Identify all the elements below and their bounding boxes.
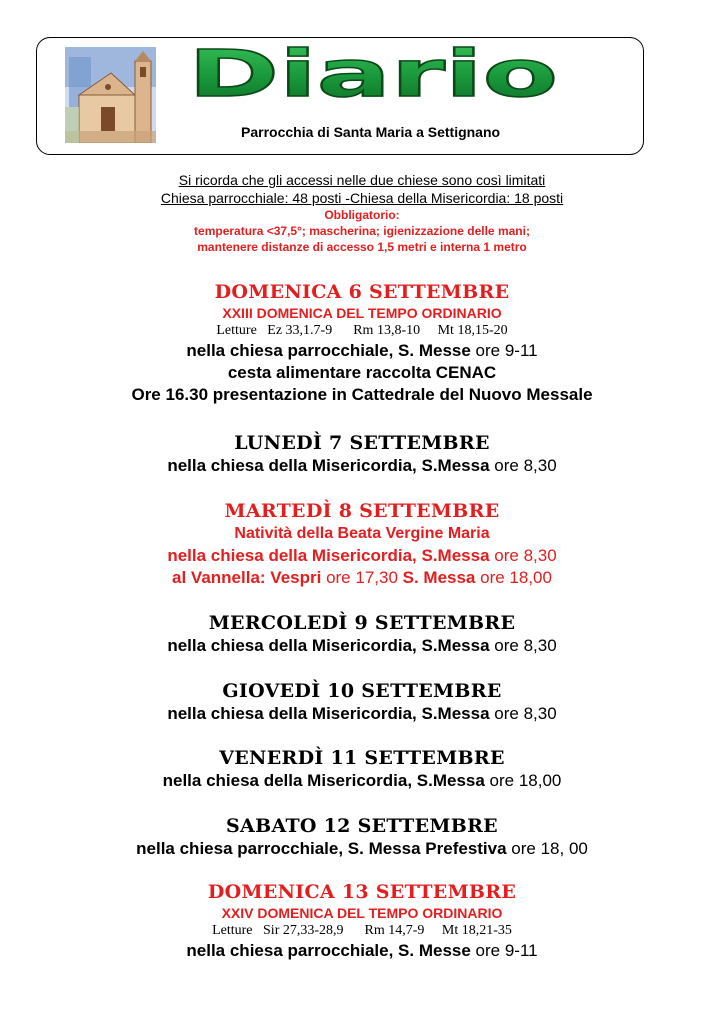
food-basket-note: cesta alimentare raccolta CENAC [227,363,497,382]
mass-time: ore 8,30 [489,546,557,565]
mass-location: nella chiesa della Misericordia, S.Messa [167,704,490,723]
vespers-time: ore 17,30 [321,568,403,587]
day-title: SABATO 12 SETTEMBRE [226,815,498,837]
day-title: GIOVEDÌ 10 SETTEMBRE [222,680,502,702]
day-friday-11 [0,746,724,792]
mass-location: nella chiesa parrocchiale, S. Messe [186,341,471,360]
parish-name: Parrocchia di Santa Maria a Settignano [241,124,501,140]
diario-logo-title [183,38,563,108]
header-box [36,37,644,155]
access-notice [0,171,724,255]
mass-time: ore 18,00 [484,771,562,790]
day-sunday-6 [0,280,724,406]
mass-location: nella chiesa della Misericordia, S.Messa [162,771,485,790]
mass-time: ore 9-11 [470,941,538,960]
mass-location: nella chiesa parrocchiale, S. Messe [186,941,471,960]
church-illustration [65,47,156,143]
mass-time: ore 8,30 [489,456,557,475]
evening-mass-label: S. Messa [402,568,476,587]
mass-location: nella chiesa della Misericordia, S.Messa [167,456,490,475]
mass-location: nella chiesa della Misericordia, S.Messa [167,636,490,655]
day-saturday-12 [0,814,724,860]
missal-presentation: Ore 16.30 presentazione in Cattedrale del Nuovo Messale [131,385,593,404]
day-sunday-13 [0,880,724,962]
day-tuesday-8 [0,499,724,589]
day-subtitle: XXIV DOMENICA DEL TEMPO ORDINARIO [221,905,503,921]
day-subtitle: Natività della Beata Vergine Maria [234,525,490,542]
notice-line-1: Si ricorda che gli accessi nelle due chiese sono così limitati [178,172,546,188]
mass-location: nella chiesa della Misericordia, S.Messa [167,546,490,565]
mass-time: ore 8,30 [489,636,557,655]
day-title: MERCOLEDÌ 9 SETTEMBRE [208,612,516,634]
day-title: DOMENICA 13 SETTEMBRE [207,881,517,903]
day-thursday-10 [0,679,724,725]
mass-time: ore 9-11 [470,341,538,360]
mass-location: nella chiesa parrocchiale, S. Messa Prefestiva [136,839,507,858]
day-subtitle: XXIII DOMENICA DEL TEMPO ORDINARIO [222,305,502,321]
day-title: VENERDÌ 11 SETTEMBRE [219,747,505,769]
vespers-location: al Vannella: Vespri [172,568,322,587]
evening-mass-time: ore 18,00 [475,568,552,587]
day-title: DOMENICA 6 SETTEMBRE [214,281,510,303]
day-title: MARTEDÌ 8 SETTEMBRE [224,500,500,522]
rule-line-2: mantenere distanze di accesso 1,5 metri e interna 1 metro [197,240,527,254]
readings: Letture Ez 33,1.7-9 Rm 13,8-10 Mt 18,15-20 [216,323,508,338]
mass-time: ore 18, 00 [506,839,588,858]
day-monday-7 [0,431,724,477]
day-wednesday-9 [0,611,724,657]
diario-title: Diario [188,38,558,108]
mandatory-label: Obbligatorio: [324,208,400,222]
notice-line-2: Chiesa parrocchiale: 48 posti -Chiesa della Misericordia: 18 posti [160,190,564,206]
day-title: LUNEDÌ 7 SETTEMBRE [234,432,490,454]
rule-line-1: temperatura <37,5°; mascherina; igienizzazione delle mani; [194,224,530,238]
readings: Letture Sir 27,33-28,9 Rm 14,7-9 Mt 18,21-35 [212,923,512,938]
mass-time: ore 8,30 [489,704,557,723]
